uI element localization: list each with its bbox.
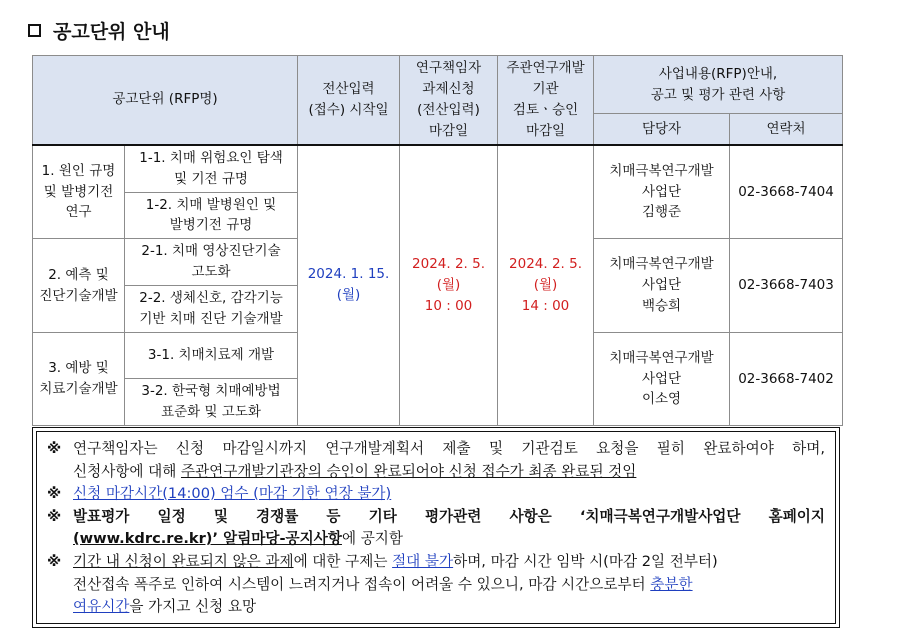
contact-cell: 02-3668-7404 bbox=[730, 145, 843, 239]
section-title-text: 공고단위 안내 bbox=[53, 21, 170, 43]
notice-box bbox=[32, 427, 840, 628]
contact-cell: 02-3668-7402 bbox=[730, 333, 843, 426]
header-manager: 담당자 bbox=[594, 114, 730, 145]
header-guide: 사업내용(RFP)안내, 공고 및 평가 관련 사항 bbox=[594, 56, 843, 114]
approval-cell: 2024. 2. 5. (월) 14 : 00 bbox=[498, 145, 594, 426]
contact-cell: 02-3668-7403 bbox=[730, 239, 843, 333]
group-label: 1. 원인 규명 및 발병기전 연구 bbox=[33, 145, 125, 239]
checkbox-square-icon bbox=[28, 24, 41, 37]
rfp-item: 3-1. 치매치료제 개발 bbox=[125, 333, 298, 379]
rfp-item: 1-1. 치매 위험요인 탐색 및 기전 규명 bbox=[125, 145, 298, 192]
section-title bbox=[28, 17, 170, 44]
rfp-item: 2-1. 치매 영상진단기술 고도화 bbox=[125, 239, 298, 286]
header-deadline: 연구책임자 과제신청 (전산입력) 마감일 bbox=[400, 56, 498, 145]
notice-item: ※ 신청 마감시간(14:00) 엄수 (마감 기한 연장 불가) bbox=[47, 485, 392, 503]
manager-cell: 치매극복연구개발 사업단 김행준 bbox=[594, 145, 730, 239]
rfp-item: 3-2. 한국형 치매예방법 표준화 및 고도화 bbox=[125, 379, 298, 426]
rfp-table bbox=[32, 55, 843, 426]
notice-item: ※ 기간 내 신청이 완료되지 않은 과제에 대한 구제는 절대 불가하며, 마감 시간 임박 시(마감 2일 전부터) 전산접속 폭주로 인하여 시스템이 느려지거나 접속이 어려울 수 있으니, 마감 시간으로부터 충분한 여유시간을 가지고 신청 요망 bbox=[47, 552, 718, 616]
deadline-cell: 2024. 2. 5. (월) 10 : 00 bbox=[400, 145, 498, 426]
start-date-cell: 2024. 1. 15. (월) bbox=[298, 145, 400, 426]
rfp-item: 2-2. 생체신호, 감각기능 기반 치매 진단 기술개발 bbox=[125, 286, 298, 333]
group-label: 3. 예방 및 치료기술개발 bbox=[33, 333, 125, 426]
header-approval: 주관연구개발 기관 검토ㆍ승인 마감일 bbox=[498, 56, 594, 145]
notice-item: ※ 발표평가 일정 및 경쟁률 등 기타 평가관련 사항은 ‘치매극복연구개발사업단 홈페이지 (www.kdrc.re.kr)’ 알림마당-공지사항에 공지함 bbox=[47, 507, 825, 548]
group-label: 2. 예측 및 진단기술개발 bbox=[33, 239, 125, 333]
manager-cell: 치매극복연구개발 사업단 이소영 bbox=[594, 333, 730, 426]
notice-item: ※ 연구책임자는 신청 마감일시까지 연구개발계획서 제출 및 기관검토 요청을 필히 완료하여야 하며, 신청사항에 대해 주관연구개발기관장의 승인이 완료되어야 신청 접수가 최종 완료된 것임 bbox=[47, 440, 825, 480]
rfp-item: 1-2. 치매 발병원인 및 발병기전 규명 bbox=[125, 192, 298, 239]
header-rfp: 공고단위 (RFP명) bbox=[33, 56, 298, 145]
header-contact: 연락처 bbox=[730, 114, 843, 145]
manager-cell: 치매극복연구개발 사업단 백승희 bbox=[594, 239, 730, 333]
header-start-date: 전산입력 (접수) 시작일 bbox=[298, 56, 400, 145]
